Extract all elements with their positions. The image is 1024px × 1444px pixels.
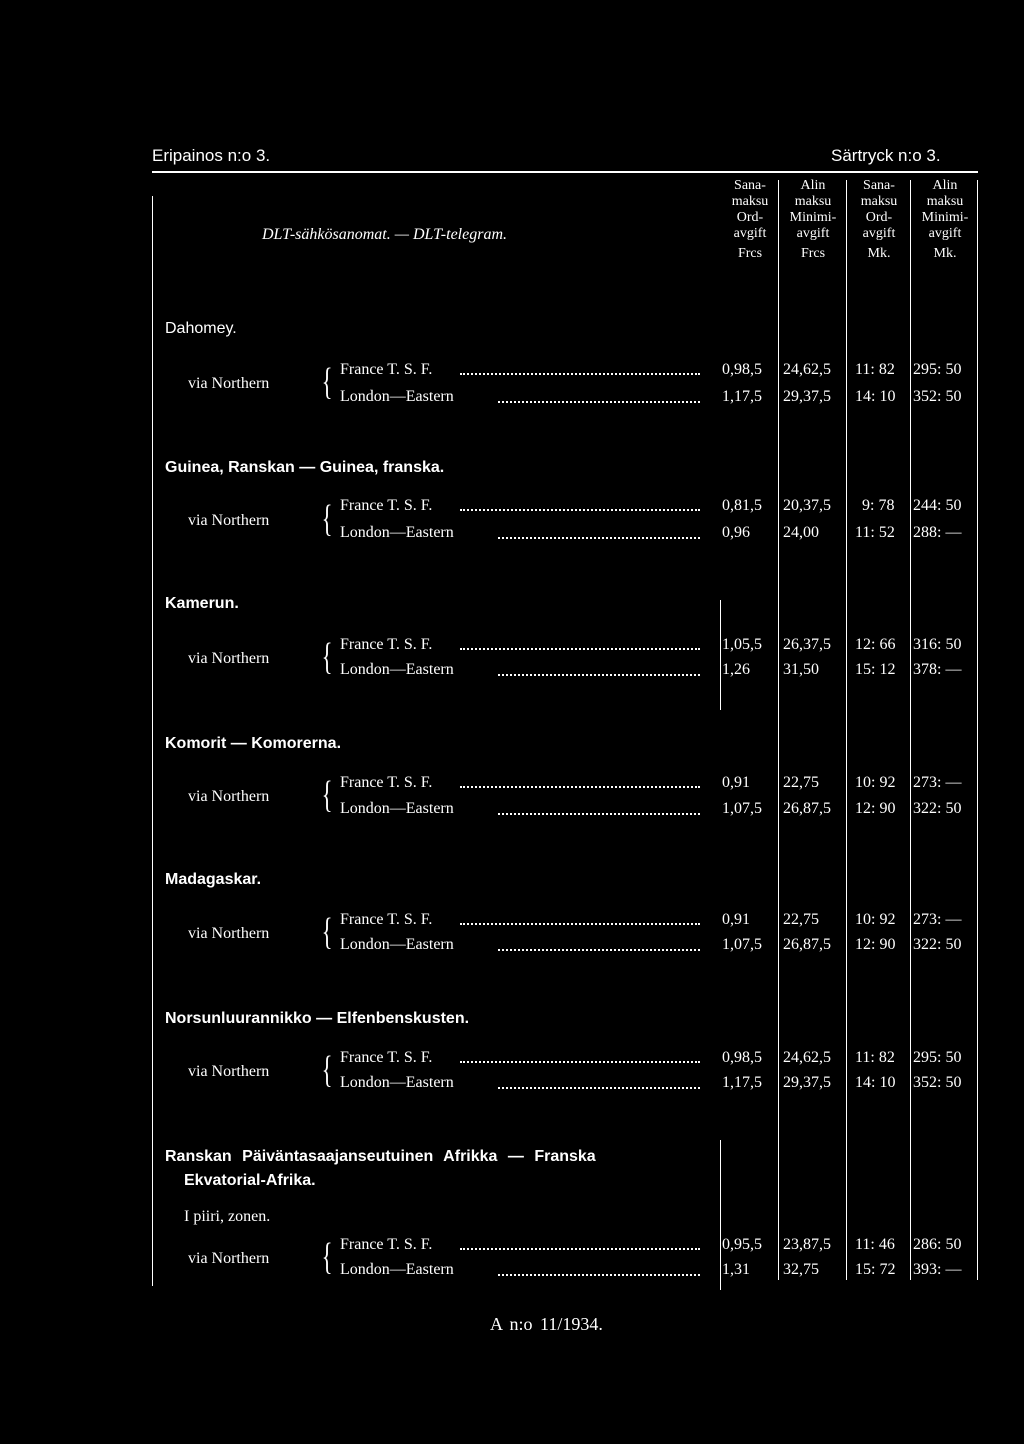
column-rule-2 bbox=[846, 180, 847, 1280]
header-left: Eripainos n:o 3. bbox=[152, 146, 271, 165]
leader-dots bbox=[460, 508, 700, 511]
route-label: London—Eastern bbox=[340, 661, 454, 678]
cell-ord-mk: 14: 10 bbox=[855, 388, 896, 405]
brace: { bbox=[321, 774, 333, 816]
route-label: France T. S. F. bbox=[340, 1049, 433, 1066]
left-border bbox=[152, 196, 153, 1286]
cell-ord-mk: 15: 72 bbox=[855, 1261, 896, 1278]
cell-ord-mk: 11: 46 bbox=[855, 1236, 895, 1253]
route-label: London—Eastern bbox=[340, 1261, 454, 1278]
leader-dots bbox=[498, 673, 700, 676]
cell-ord-frcs: 1,05,5 bbox=[722, 636, 762, 653]
column-rule-1 bbox=[778, 180, 779, 1280]
cell-ord-frcs: 0,81,5 bbox=[722, 497, 762, 514]
cell-min-frcs: 26,87,5 bbox=[783, 800, 831, 817]
cell-min-mk: 273: — bbox=[913, 774, 962, 791]
cell-ord-frcs: 0,96 bbox=[722, 524, 750, 541]
section-title-komorit: Komorit — Komorerna. bbox=[165, 735, 342, 752]
cell-ord-frcs: 1,07,5 bbox=[722, 936, 762, 953]
page-title: DLT-sähkösanomat. — DLT-telegram. bbox=[262, 226, 507, 243]
cell-min-frcs: 26,37,5 bbox=[783, 636, 831, 653]
cell-min-frcs: 24,00 bbox=[783, 524, 819, 541]
cell-ord-mk: 12: 66 bbox=[855, 636, 896, 653]
leader-dots bbox=[460, 1060, 700, 1063]
column-header-1: Sana- maksu Ord- avgift Frcs bbox=[731, 178, 769, 261]
section-title-madagaskar: Madagaskar. bbox=[165, 871, 262, 888]
cell-ord-mk: 12: 90 bbox=[855, 936, 896, 953]
section-title-norsunluurannikko: Norsunluurannikko — Elfenbenskusten. bbox=[165, 1010, 470, 1027]
cell-ord-frcs: 1,17,5 bbox=[722, 388, 762, 405]
cell-ord-frcs: 0,91 bbox=[722, 911, 750, 928]
leader-dots bbox=[498, 1086, 700, 1089]
cell-ord-mk: 11: 82 bbox=[855, 361, 895, 378]
cell-min-mk: 295: 50 bbox=[913, 1049, 962, 1066]
route-label: France T. S. F. bbox=[340, 911, 433, 928]
route-label: London—Eastern bbox=[340, 1074, 454, 1091]
route-label: France T. S. F. bbox=[340, 636, 433, 653]
route-label: London—Eastern bbox=[340, 800, 454, 817]
cell-min-frcs: 24,62,5 bbox=[783, 1049, 831, 1066]
cell-min-mk: 273: — bbox=[913, 911, 962, 928]
cell-min-mk: 322: 50 bbox=[913, 936, 962, 953]
header-right: Särtryck n:o 3. bbox=[831, 146, 941, 165]
cell-ord-frcs: 1,31 bbox=[722, 1261, 750, 1278]
cell-ord-mk: 11: 52 bbox=[855, 524, 895, 541]
route-label: France T. S. F. bbox=[340, 497, 433, 514]
section-title-kamerun: Kamerun. bbox=[165, 595, 239, 612]
cell-min-frcs: 26,87,5 bbox=[783, 936, 831, 953]
cell-ord-mk: 14: 10 bbox=[855, 1074, 896, 1091]
cell-min-mk: 352: 50 bbox=[913, 388, 962, 405]
via-label: via Northern bbox=[188, 925, 270, 942]
route-label: London—Eastern bbox=[340, 524, 454, 541]
route-label: France T. S. F. bbox=[340, 1236, 433, 1253]
header-rule bbox=[152, 171, 978, 173]
leader-dots bbox=[498, 400, 700, 403]
cell-min-frcs: 20,37,5 bbox=[783, 497, 831, 514]
via-label: via Northern bbox=[188, 650, 270, 667]
section-title-afrikka: Ranskan Päiväntasaajanseutuinen Afrikka — Franska bbox=[165, 1148, 596, 1165]
cell-min-mk: 393: — bbox=[913, 1261, 962, 1278]
leader-dots bbox=[498, 812, 700, 815]
via-label: via Northern bbox=[188, 1063, 270, 1080]
leader-dots bbox=[498, 1273, 700, 1276]
cell-ord-frcs: 0,95,5 bbox=[722, 1236, 762, 1253]
section-title-dahomey: Dahomey. bbox=[165, 320, 237, 337]
section-title-afrikka-cont: Ekvatorial-Afrika. bbox=[184, 1172, 316, 1189]
brace: { bbox=[321, 1236, 333, 1278]
cell-ord-mk: 15: 12 bbox=[855, 661, 896, 678]
column-header-4: Alin maksu Minimi- avgift Mk. bbox=[921, 178, 969, 261]
cell-min-mk: 352: 50 bbox=[913, 1074, 962, 1091]
cell-min-frcs: 29,37,5 bbox=[783, 388, 831, 405]
zone-subtitle: I piiri, zonen. bbox=[184, 1208, 271, 1225]
cell-min-mk: 378: — bbox=[913, 661, 962, 678]
column-rule-3 bbox=[910, 180, 911, 1280]
cell-min-frcs: 23,87,5 bbox=[783, 1236, 831, 1253]
cell-min-mk: 295: 50 bbox=[913, 361, 962, 378]
section-title-guinea: Guinea, Ranskan — Guinea, franska. bbox=[165, 459, 445, 476]
cell-min-mk: 316: 50 bbox=[913, 636, 962, 653]
leader-dots bbox=[460, 922, 700, 925]
brace: { bbox=[321, 361, 333, 403]
brace: { bbox=[321, 911, 333, 953]
leader-dots bbox=[460, 1247, 700, 1250]
leader-dots bbox=[460, 372, 700, 375]
column-header-3: Sana- maksu Ord- avgift Mk. bbox=[860, 178, 898, 261]
column-rule-6 bbox=[720, 1140, 721, 1290]
cell-min-frcs: 31,50 bbox=[783, 661, 819, 678]
cell-ord-frcs: 0,98,5 bbox=[722, 361, 762, 378]
via-label: via Northern bbox=[188, 375, 270, 392]
cell-ord-frcs: 1,07,5 bbox=[722, 800, 762, 817]
cell-min-frcs: 29,37,5 bbox=[783, 1074, 831, 1091]
via-label: via Northern bbox=[188, 1250, 270, 1267]
leader-dots bbox=[498, 536, 700, 539]
brace: { bbox=[321, 498, 333, 540]
cell-min-mk: 288: — bbox=[913, 524, 962, 541]
via-label: via Northern bbox=[188, 788, 270, 805]
cell-min-mk: 322: 50 bbox=[913, 800, 962, 817]
column-rule-4 bbox=[977, 180, 978, 1280]
cell-ord-frcs: 0,91 bbox=[722, 774, 750, 791]
cell-min-frcs: 32,75 bbox=[783, 1261, 819, 1278]
route-label: London—Eastern bbox=[340, 936, 454, 953]
cell-min-mk: 244: 50 bbox=[913, 497, 962, 514]
route-label: London—Eastern bbox=[340, 388, 454, 405]
cell-min-mk: 286: 50 bbox=[913, 1236, 962, 1253]
cell-min-frcs: 24,62,5 bbox=[783, 361, 831, 378]
cell-min-frcs: 22,75 bbox=[783, 774, 819, 791]
footer-reference: A n:o 11/1934. bbox=[490, 1314, 603, 1334]
cell-ord-mk: 9: 78 bbox=[862, 497, 895, 514]
column-header-2: Alin maksu Minimi- avgift Frcs bbox=[789, 178, 837, 261]
leader-dots bbox=[460, 647, 700, 650]
column-rule-5 bbox=[720, 600, 721, 710]
cell-ord-mk: 12: 90 bbox=[855, 800, 896, 817]
brace: { bbox=[321, 636, 333, 678]
cell-ord-frcs: 1,26 bbox=[722, 661, 750, 678]
route-label: France T. S. F. bbox=[340, 774, 433, 791]
brace: { bbox=[321, 1049, 333, 1091]
cell-ord-mk: 10: 92 bbox=[855, 911, 896, 928]
leader-dots bbox=[498, 948, 700, 951]
cell-ord-mk: 10: 92 bbox=[855, 774, 896, 791]
leader-dots bbox=[460, 785, 700, 788]
cell-ord-mk: 11: 82 bbox=[855, 1049, 895, 1066]
cell-ord-frcs: 1,17,5 bbox=[722, 1074, 762, 1091]
cell-ord-frcs: 0,98,5 bbox=[722, 1049, 762, 1066]
via-label: via Northern bbox=[188, 512, 270, 529]
route-label: France T. S. F. bbox=[340, 361, 433, 378]
cell-min-frcs: 22,75 bbox=[783, 911, 819, 928]
